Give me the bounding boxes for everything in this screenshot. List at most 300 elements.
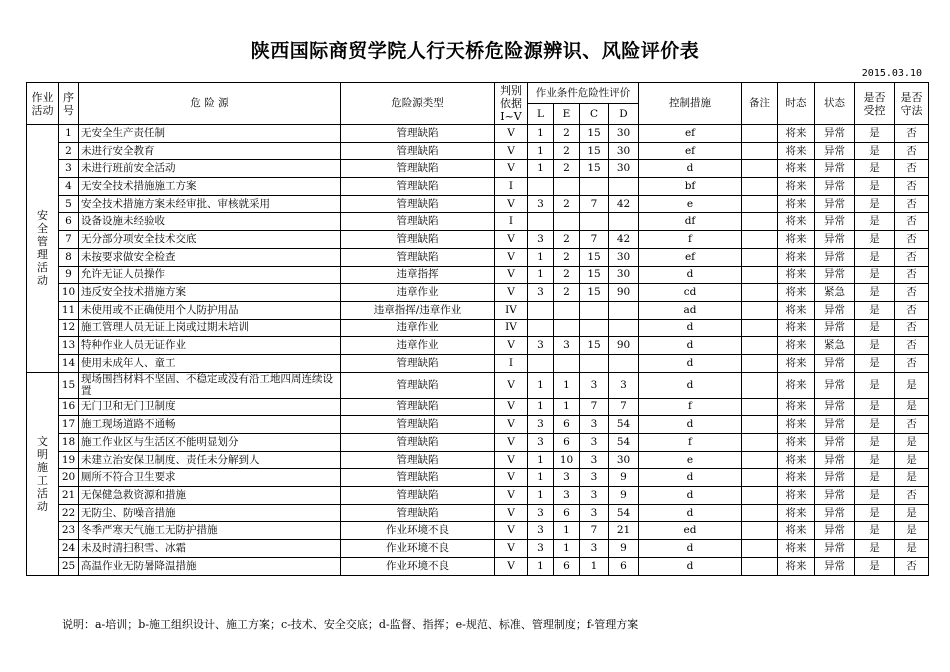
cell-controlled: 是 — [855, 557, 895, 575]
cell-no: 12 — [59, 319, 79, 337]
cell-state: 异常 — [815, 301, 855, 319]
cell-tense: 将来 — [778, 451, 815, 469]
cell-state: 紧急 — [815, 284, 855, 302]
cell-state: 异常 — [815, 434, 855, 452]
table-row — [27, 266, 929, 284]
cell-E: 2 — [554, 160, 580, 178]
cell-type: 作业环境不良 — [341, 522, 495, 540]
table-row — [27, 398, 929, 416]
cell-D — [609, 354, 639, 372]
cell-hazard: 特种作业人员无证作业 — [79, 337, 341, 355]
cell-controlled: 是 — [855, 319, 895, 337]
cell-control: d — [639, 160, 742, 178]
cell-control: bf — [639, 178, 742, 196]
header-type: 危险源类型 — [341, 83, 495, 125]
cell-remark — [742, 451, 778, 469]
cell-lawful: 否 — [895, 178, 929, 196]
cell-D — [609, 213, 639, 231]
cell-remark — [742, 540, 778, 558]
cell-type: 作业环境不良 — [341, 557, 495, 575]
cell-control: cd — [639, 284, 742, 302]
cell-hazard: 无安全技术措施施工方案 — [79, 178, 341, 196]
cell-basis: V — [495, 398, 528, 416]
cell-D: 30 — [609, 160, 639, 178]
cell-remark — [742, 160, 778, 178]
cell-controlled: 是 — [855, 301, 895, 319]
cell-tense: 将来 — [778, 354, 815, 372]
cell-D: 54 — [609, 416, 639, 434]
cell-control: ef — [639, 248, 742, 266]
cell-controlled: 是 — [855, 451, 895, 469]
table-row — [27, 469, 929, 487]
header-control: 控制措施 — [639, 83, 742, 125]
cell-no: 25 — [59, 557, 79, 575]
cell-E: 6 — [554, 504, 580, 522]
cell-tense: 将来 — [778, 178, 815, 196]
cell-control: d — [639, 319, 742, 337]
cell-E: 2 — [554, 125, 580, 143]
cell-tense: 将来 — [778, 487, 815, 505]
table-row — [27, 231, 929, 249]
table-row — [27, 504, 929, 522]
cell-state: 异常 — [815, 487, 855, 505]
cell-tense: 将来 — [778, 337, 815, 355]
cell-hazard: 未进行班前安全活动 — [79, 160, 341, 178]
cell-C: 7 — [580, 231, 609, 249]
cell-D — [609, 301, 639, 319]
header-tense: 时态 — [778, 83, 815, 125]
cell-control: f — [639, 231, 742, 249]
cell-C — [580, 301, 609, 319]
cell-remark — [742, 504, 778, 522]
cell-D: 7 — [609, 398, 639, 416]
cell-basis: V — [495, 248, 528, 266]
cell-no: 17 — [59, 416, 79, 434]
cell-C: 15 — [580, 284, 609, 302]
cell-no: 13 — [59, 337, 79, 355]
cell-hazard: 设备设施未经验收 — [79, 213, 341, 231]
cell-type: 管理缺陷 — [341, 213, 495, 231]
header-eval: 作业条件危险性评价 — [528, 83, 639, 104]
cell-control: d — [639, 487, 742, 505]
cell-lawful: 否 — [895, 248, 929, 266]
cell-type: 违章指挥/违章作业 — [341, 301, 495, 319]
cell-no: 14 — [59, 354, 79, 372]
cell-lawful: 否 — [895, 301, 929, 319]
cell-L: 3 — [528, 434, 554, 452]
cell-C: 3 — [580, 469, 609, 487]
cell-remark — [742, 319, 778, 337]
cell-type: 作业环境不良 — [341, 540, 495, 558]
cell-control: e — [639, 451, 742, 469]
cell-basis: I — [495, 213, 528, 231]
cell-state: 异常 — [815, 160, 855, 178]
table-row — [27, 248, 929, 266]
cell-lawful: 是 — [895, 540, 929, 558]
cell-tense: 将来 — [778, 557, 815, 575]
cell-no: 7 — [59, 231, 79, 249]
cell-control: ed — [639, 522, 742, 540]
cell-remark — [742, 522, 778, 540]
cell-C: 7 — [580, 195, 609, 213]
cell-control: d — [639, 416, 742, 434]
cell-C: 15 — [580, 266, 609, 284]
cell-hazard: 无门卫和无门卫制度 — [79, 398, 341, 416]
cell-state: 异常 — [815, 248, 855, 266]
cell-E — [554, 178, 580, 196]
cell-tense: 将来 — [778, 504, 815, 522]
cell-controlled: 是 — [855, 487, 895, 505]
cell-controlled: 是 — [855, 416, 895, 434]
header-E: E — [554, 104, 580, 125]
cell-basis: V — [495, 337, 528, 355]
cell-state: 异常 — [815, 522, 855, 540]
cell-D: 9 — [609, 540, 639, 558]
cell-lawful: 是 — [895, 434, 929, 452]
cell-tense: 将来 — [778, 266, 815, 284]
cell-D — [609, 178, 639, 196]
cell-hazard: 违反安全技术措施方案 — [79, 284, 341, 302]
cell-D: 90 — [609, 284, 639, 302]
cell-control: d — [639, 266, 742, 284]
cell-E — [554, 319, 580, 337]
cell-basis: V — [495, 504, 528, 522]
cell-C: 3 — [580, 416, 609, 434]
cell-controlled: 是 — [855, 337, 895, 355]
cell-D: 21 — [609, 522, 639, 540]
table-body — [27, 125, 929, 576]
cell-C — [580, 178, 609, 196]
cell-lawful: 是 — [895, 451, 929, 469]
cell-C — [580, 354, 609, 372]
cell-control: d — [639, 354, 742, 372]
cell-E — [554, 301, 580, 319]
cell-L: 1 — [528, 372, 554, 398]
cell-no: 4 — [59, 178, 79, 196]
cell-lawful: 否 — [895, 266, 929, 284]
cell-lawful: 是 — [895, 372, 929, 398]
cell-tense: 将来 — [778, 398, 815, 416]
cell-basis: IV — [495, 319, 528, 337]
cell-L: 1 — [528, 160, 554, 178]
cell-E: 2 — [554, 195, 580, 213]
cell-basis: V — [495, 416, 528, 434]
table-row — [27, 557, 929, 575]
cell-basis: I — [495, 354, 528, 372]
cell-remark — [742, 213, 778, 231]
cell-no: 18 — [59, 434, 79, 452]
cell-C — [580, 213, 609, 231]
cell-C: 3 — [580, 434, 609, 452]
cell-controlled: 是 — [855, 213, 895, 231]
cell-E: 3 — [554, 469, 580, 487]
cell-type: 管理缺陷 — [341, 434, 495, 452]
cell-C: 3 — [580, 540, 609, 558]
cell-no: 1 — [59, 125, 79, 143]
cell-hazard: 未使用或不正确使用个人防护用品 — [79, 301, 341, 319]
cell-type: 管理缺陷 — [341, 354, 495, 372]
cell-tense: 将来 — [778, 301, 815, 319]
cell-control: ad — [639, 301, 742, 319]
table-row — [27, 284, 929, 302]
cell-type: 管理缺陷 — [341, 504, 495, 522]
header-seq: 序号 — [59, 83, 79, 125]
cell-L: 1 — [528, 451, 554, 469]
cell-hazard: 未建立治安保卫制度、责任未分解到人 — [79, 451, 341, 469]
cell-hazard: 高温作业无防暑降温措施 — [79, 557, 341, 575]
cell-L — [528, 354, 554, 372]
cell-controlled: 是 — [855, 125, 895, 143]
cell-E: 2 — [554, 248, 580, 266]
cell-basis: V — [495, 284, 528, 302]
cell-state: 异常 — [815, 178, 855, 196]
cell-type: 管理缺陷 — [341, 195, 495, 213]
cell-remark — [742, 337, 778, 355]
table-row — [27, 142, 929, 160]
table-row — [27, 451, 929, 469]
cell-hazard: 施工作业区与生活区不能明显划分 — [79, 434, 341, 452]
cell-no: 15 — [59, 372, 79, 398]
cell-controlled: 是 — [855, 522, 895, 540]
cell-remark — [742, 557, 778, 575]
cell-L: 1 — [528, 398, 554, 416]
cell-lawful: 否 — [895, 195, 929, 213]
cell-basis: V — [495, 195, 528, 213]
cell-no: 6 — [59, 213, 79, 231]
cell-controlled: 是 — [855, 284, 895, 302]
cell-D: 3 — [609, 372, 639, 398]
cell-state: 异常 — [815, 557, 855, 575]
cell-basis: V — [495, 451, 528, 469]
table-row — [27, 178, 929, 196]
cell-E: 3 — [554, 337, 580, 355]
cell-hazard: 无分部分项安全技术交底 — [79, 231, 341, 249]
cell-L: 3 — [528, 522, 554, 540]
cell-tense: 将来 — [778, 522, 815, 540]
cell-D: 9 — [609, 469, 639, 487]
cell-lawful: 否 — [895, 142, 929, 160]
document-date: 2015.03.10 — [861, 68, 922, 79]
cell-control: d — [639, 540, 742, 558]
cell-L: 3 — [528, 416, 554, 434]
cell-C: 15 — [580, 160, 609, 178]
cell-D: 6 — [609, 557, 639, 575]
cell-lawful: 否 — [895, 160, 929, 178]
cell-basis: I — [495, 178, 528, 196]
cell-tense: 将来 — [778, 195, 815, 213]
cell-lawful: 是 — [895, 469, 929, 487]
cell-state: 异常 — [815, 142, 855, 160]
activity-label: 文明施工活动 — [37, 434, 48, 513]
cell-remark — [742, 195, 778, 213]
cell-no: 10 — [59, 284, 79, 302]
header-L: L — [528, 104, 554, 125]
cell-basis: V — [495, 540, 528, 558]
cell-lawful: 否 — [895, 319, 929, 337]
cell-E: 3 — [554, 487, 580, 505]
cell-no: 22 — [59, 504, 79, 522]
cell-hazard: 允许无证人员操作 — [79, 266, 341, 284]
cell-D: 9 — [609, 487, 639, 505]
cell-control: d — [639, 337, 742, 355]
cell-lawful: 否 — [895, 416, 929, 434]
cell-lawful: 否 — [895, 125, 929, 143]
cell-lawful: 否 — [895, 557, 929, 575]
cell-D — [609, 319, 639, 337]
header-D: D — [609, 104, 639, 125]
cell-C: 15 — [580, 142, 609, 160]
cell-type: 违章指挥 — [341, 266, 495, 284]
cell-remark — [742, 178, 778, 196]
cell-basis: V — [495, 557, 528, 575]
cell-remark — [742, 372, 778, 398]
cell-L — [528, 301, 554, 319]
cell-L: 3 — [528, 504, 554, 522]
cell-remark — [742, 487, 778, 505]
cell-lawful: 否 — [895, 284, 929, 302]
cell-type: 违章作业 — [341, 284, 495, 302]
table-row — [27, 160, 929, 178]
table-row — [27, 337, 929, 355]
cell-C: 7 — [580, 398, 609, 416]
cell-C — [580, 319, 609, 337]
cell-hazard: 未进行安全教育 — [79, 142, 341, 160]
cell-control: ef — [639, 142, 742, 160]
cell-controlled: 是 — [855, 398, 895, 416]
risk-assessment-table — [26, 82, 929, 576]
cell-controlled: 是 — [855, 434, 895, 452]
cell-type: 管理缺陷 — [341, 398, 495, 416]
cell-L: 1 — [528, 125, 554, 143]
cell-controlled: 是 — [855, 160, 895, 178]
cell-C: 15 — [580, 125, 609, 143]
cell-D: 42 — [609, 195, 639, 213]
cell-C: 15 — [580, 337, 609, 355]
activity-cell — [27, 125, 59, 373]
cell-hazard: 厕所不符合卫生要求 — [79, 469, 341, 487]
cell-L: 3 — [528, 195, 554, 213]
cell-state: 异常 — [815, 319, 855, 337]
cell-type: 管理缺陷 — [341, 231, 495, 249]
cell-control: df — [639, 213, 742, 231]
cell-L: 1 — [528, 142, 554, 160]
cell-state: 紧急 — [815, 337, 855, 355]
cell-E: 10 — [554, 451, 580, 469]
cell-controlled: 是 — [855, 504, 895, 522]
cell-L: 3 — [528, 231, 554, 249]
table-row — [27, 522, 929, 540]
cell-basis: V — [495, 469, 528, 487]
cell-hazard: 未按要求做安全检查 — [79, 248, 341, 266]
cell-type: 管理缺陷 — [341, 160, 495, 178]
table-row — [27, 487, 929, 505]
cell-hazard: 无保健急救资源和措施 — [79, 487, 341, 505]
cell-type: 违章作业 — [341, 337, 495, 355]
cell-type: 管理缺陷 — [341, 469, 495, 487]
cell-E: 6 — [554, 416, 580, 434]
cell-D: 30 — [609, 248, 639, 266]
header-remark: 备注 — [742, 83, 778, 125]
cell-E: 6 — [554, 434, 580, 452]
header-state: 状态 — [815, 83, 855, 125]
cell-control: d — [639, 504, 742, 522]
cell-L: 1 — [528, 469, 554, 487]
cell-basis: V — [495, 266, 528, 284]
cell-type: 管理缺陷 — [341, 125, 495, 143]
cell-no: 19 — [59, 451, 79, 469]
page-title: 陕西国际商贸学院人行天桥危险源辨识、风险评价表 — [250, 40, 700, 62]
cell-remark — [742, 469, 778, 487]
cell-type: 管理缺陷 — [341, 142, 495, 160]
cell-E: 1 — [554, 522, 580, 540]
cell-tense: 将来 — [778, 284, 815, 302]
cell-controlled: 是 — [855, 266, 895, 284]
cell-state: 异常 — [815, 416, 855, 434]
cell-type: 违章作业 — [341, 319, 495, 337]
cell-hazard: 未及时清扫积雪、冰霜 — [79, 540, 341, 558]
cell-basis: V — [495, 142, 528, 160]
cell-type: 管理缺陷 — [341, 451, 495, 469]
cell-E: 1 — [554, 540, 580, 558]
cell-controlled: 是 — [855, 540, 895, 558]
cell-lawful: 否 — [895, 354, 929, 372]
cell-tense: 将来 — [778, 469, 815, 487]
cell-hazard: 冬季严寒天气施工无防护措施 — [79, 522, 341, 540]
cell-remark — [742, 301, 778, 319]
activity-label: 安全管理活动 — [37, 209, 48, 288]
cell-lawful: 是 — [895, 504, 929, 522]
cell-D: 90 — [609, 337, 639, 355]
cell-D: 54 — [609, 504, 639, 522]
cell-remark — [742, 398, 778, 416]
cell-state: 异常 — [815, 469, 855, 487]
cell-lawful: 是 — [895, 398, 929, 416]
table-row — [27, 125, 929, 143]
cell-hazard: 使用未成年人、童工 — [79, 354, 341, 372]
cell-L — [528, 319, 554, 337]
table-row — [27, 540, 929, 558]
cell-lawful: 否 — [895, 337, 929, 355]
cell-basis: V — [495, 487, 528, 505]
cell-control: f — [639, 434, 742, 452]
cell-basis: V — [495, 434, 528, 452]
cell-tense: 将来 — [778, 213, 815, 231]
cell-hazard: 无防尘、防噪音措施 — [79, 504, 341, 522]
cell-tense: 将来 — [778, 434, 815, 452]
cell-no: 3 — [59, 160, 79, 178]
cell-lawful: 否 — [895, 213, 929, 231]
cell-C: 3 — [580, 451, 609, 469]
cell-tense: 将来 — [778, 231, 815, 249]
cell-tense: 将来 — [778, 142, 815, 160]
cell-basis: V — [495, 231, 528, 249]
cell-type: 管理缺陷 — [341, 178, 495, 196]
cell-no: 16 — [59, 398, 79, 416]
cell-state: 异常 — [815, 195, 855, 213]
cell-controlled: 是 — [855, 195, 895, 213]
cell-L: 1 — [528, 557, 554, 575]
table-row — [27, 434, 929, 452]
cell-tense: 将来 — [778, 125, 815, 143]
cell-control: ef — [639, 125, 742, 143]
cell-remark — [742, 248, 778, 266]
cell-L — [528, 213, 554, 231]
cell-state: 异常 — [815, 266, 855, 284]
cell-control: e — [639, 195, 742, 213]
cell-L — [528, 178, 554, 196]
cell-no: 11 — [59, 301, 79, 319]
cell-C: 3 — [580, 487, 609, 505]
